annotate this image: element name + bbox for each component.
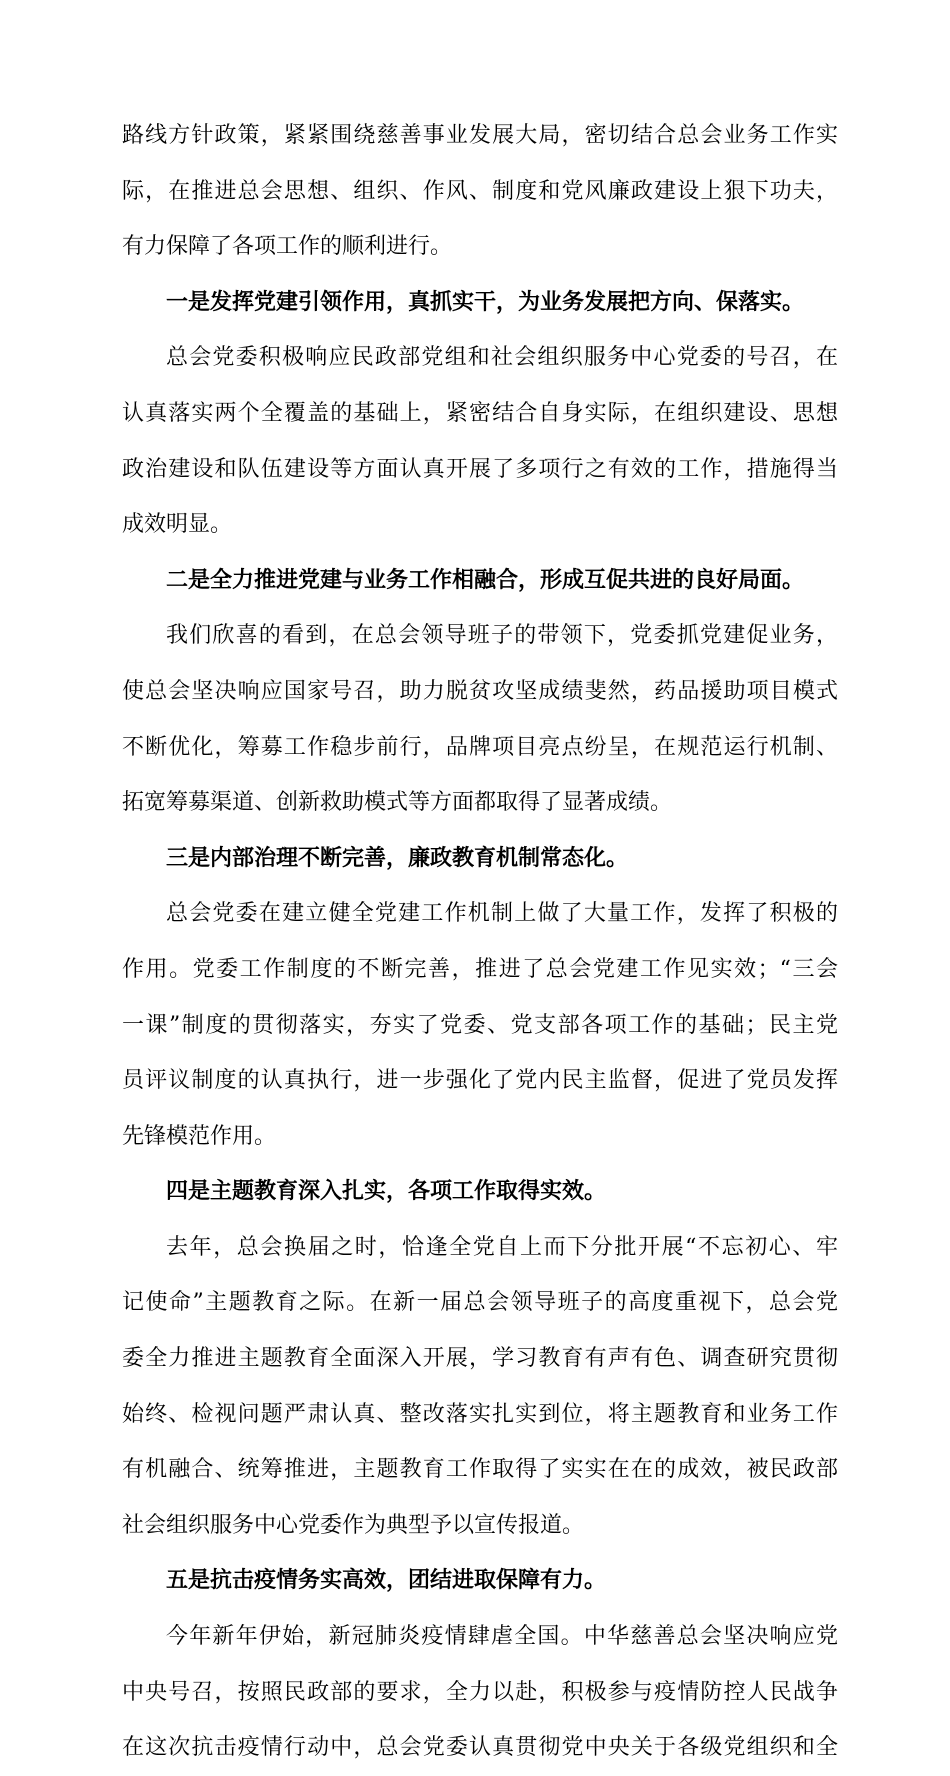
paragraph-line: 总会党委积极响应民政部党组和社会组织服务中心党委的号召，在: [166, 345, 838, 371]
document-page: [122, 108, 838, 1776]
paragraph-line: 社会组织服务中心党委作为典型予以宣传报道。: [122, 1512, 585, 1538]
paragraph-line: 成效明显。: [122, 512, 233, 538]
paragraph-line: 政治建设和队伍建设等方面认真开展了多项行之有效的工作，措施得当: [122, 456, 838, 482]
paragraph-line: 使总会坚决响应国家号召，助力脱贫攻坚成绩斐然，药品援助项目模式: [122, 678, 838, 704]
paragraph-line: 路线方针政策，紧紧围绕慈善事业发展大局，密切结合总会业务工作实: [122, 123, 838, 148]
paragraph-line: 一课”制度的贯彻落实，夯实了党委、党支部各项工作的基础；民主党: [122, 1012, 838, 1038]
paragraph-line: 委全力推进主题教育全面深入开展，学习教育有声有色、调查研究贯彻: [122, 1346, 838, 1372]
section-heading: 五是抗击疫情务实高效，团结进取保障有力。: [166, 1567, 607, 1594]
paragraph-line: 在这次抗击疫情行动中，总会党委认真贯彻党中央关于各级党组织和全: [122, 1735, 838, 1761]
section-heading: 三是内部治理不断完善，廉政教育机制常态化。: [166, 844, 629, 871]
paragraph-line: 去年，总会换届之时，恰逢全党自上而下分批开展“不忘初心、牢: [166, 1234, 838, 1260]
paragraph-line: 总会党委在建立健全党建工作机制上做了大量工作，发挥了积极的: [166, 901, 838, 927]
paragraph-line: 作用。党委工作制度的不断完善，推进了总会党建工作见实效；“三会: [122, 956, 838, 982]
paragraph-line: 中央号召，按照民政部的要求，全力以赴，积极参与疫情防控人民战争: [122, 1679, 838, 1705]
section-heading: 一是发挥党建引领作用，真抓实干，为业务发展把方向、保落实。: [166, 288, 805, 315]
paragraph-line: 认真落实两个全覆盖的基础上，紧密结合自身实际，在组织建设、思想: [122, 400, 838, 426]
section-heading: 二是全力推进党建与业务工作相融合，形成互促共进的良好局面。: [166, 566, 805, 593]
paragraph-line: 今年新年伊始，新冠肺炎疫情肆虐全国。中华慈善总会坚决响应党: [166, 1624, 838, 1650]
paragraph-line: 拓宽筹募渠道、创新救助模式等方面都取得了显著成绩。: [122, 790, 673, 816]
paragraph-line: 先锋模范作用。: [122, 1123, 277, 1149]
paragraph-line: 我们欣喜的看到，在总会领导班子的带领下，党委抓党建促业务，: [166, 623, 838, 649]
paragraph-line: 际，在推进总会思想、组织、作风、制度和党风廉政建设上狠下功夫，: [122, 178, 838, 204]
section-heading: 四是主题教育深入扎实，各项工作取得实效。: [166, 1178, 607, 1205]
paragraph-line: 有机融合、统筹推进，主题教育工作取得了实实在在的成效，被民政部: [122, 1457, 838, 1483]
paragraph-line: 始终、检视问题严肃认真、整改落实扎实到位，将主题教育和业务工作: [122, 1401, 838, 1427]
paragraph-line: 记使命”主题教育之际。在新一届总会领导班子的高度重视下，总会党: [122, 1290, 838, 1316]
paragraph-line: 不断优化，筹募工作稳步前行，品牌项目亮点纷呈，在规范运行机制、: [122, 734, 838, 760]
paragraph-line: 有力保障了各项工作的顺利进行。: [122, 234, 453, 260]
paragraph-line: 员评议制度的认真执行，进一步强化了党内民主监督，促进了党员发挥: [122, 1068, 838, 1094]
